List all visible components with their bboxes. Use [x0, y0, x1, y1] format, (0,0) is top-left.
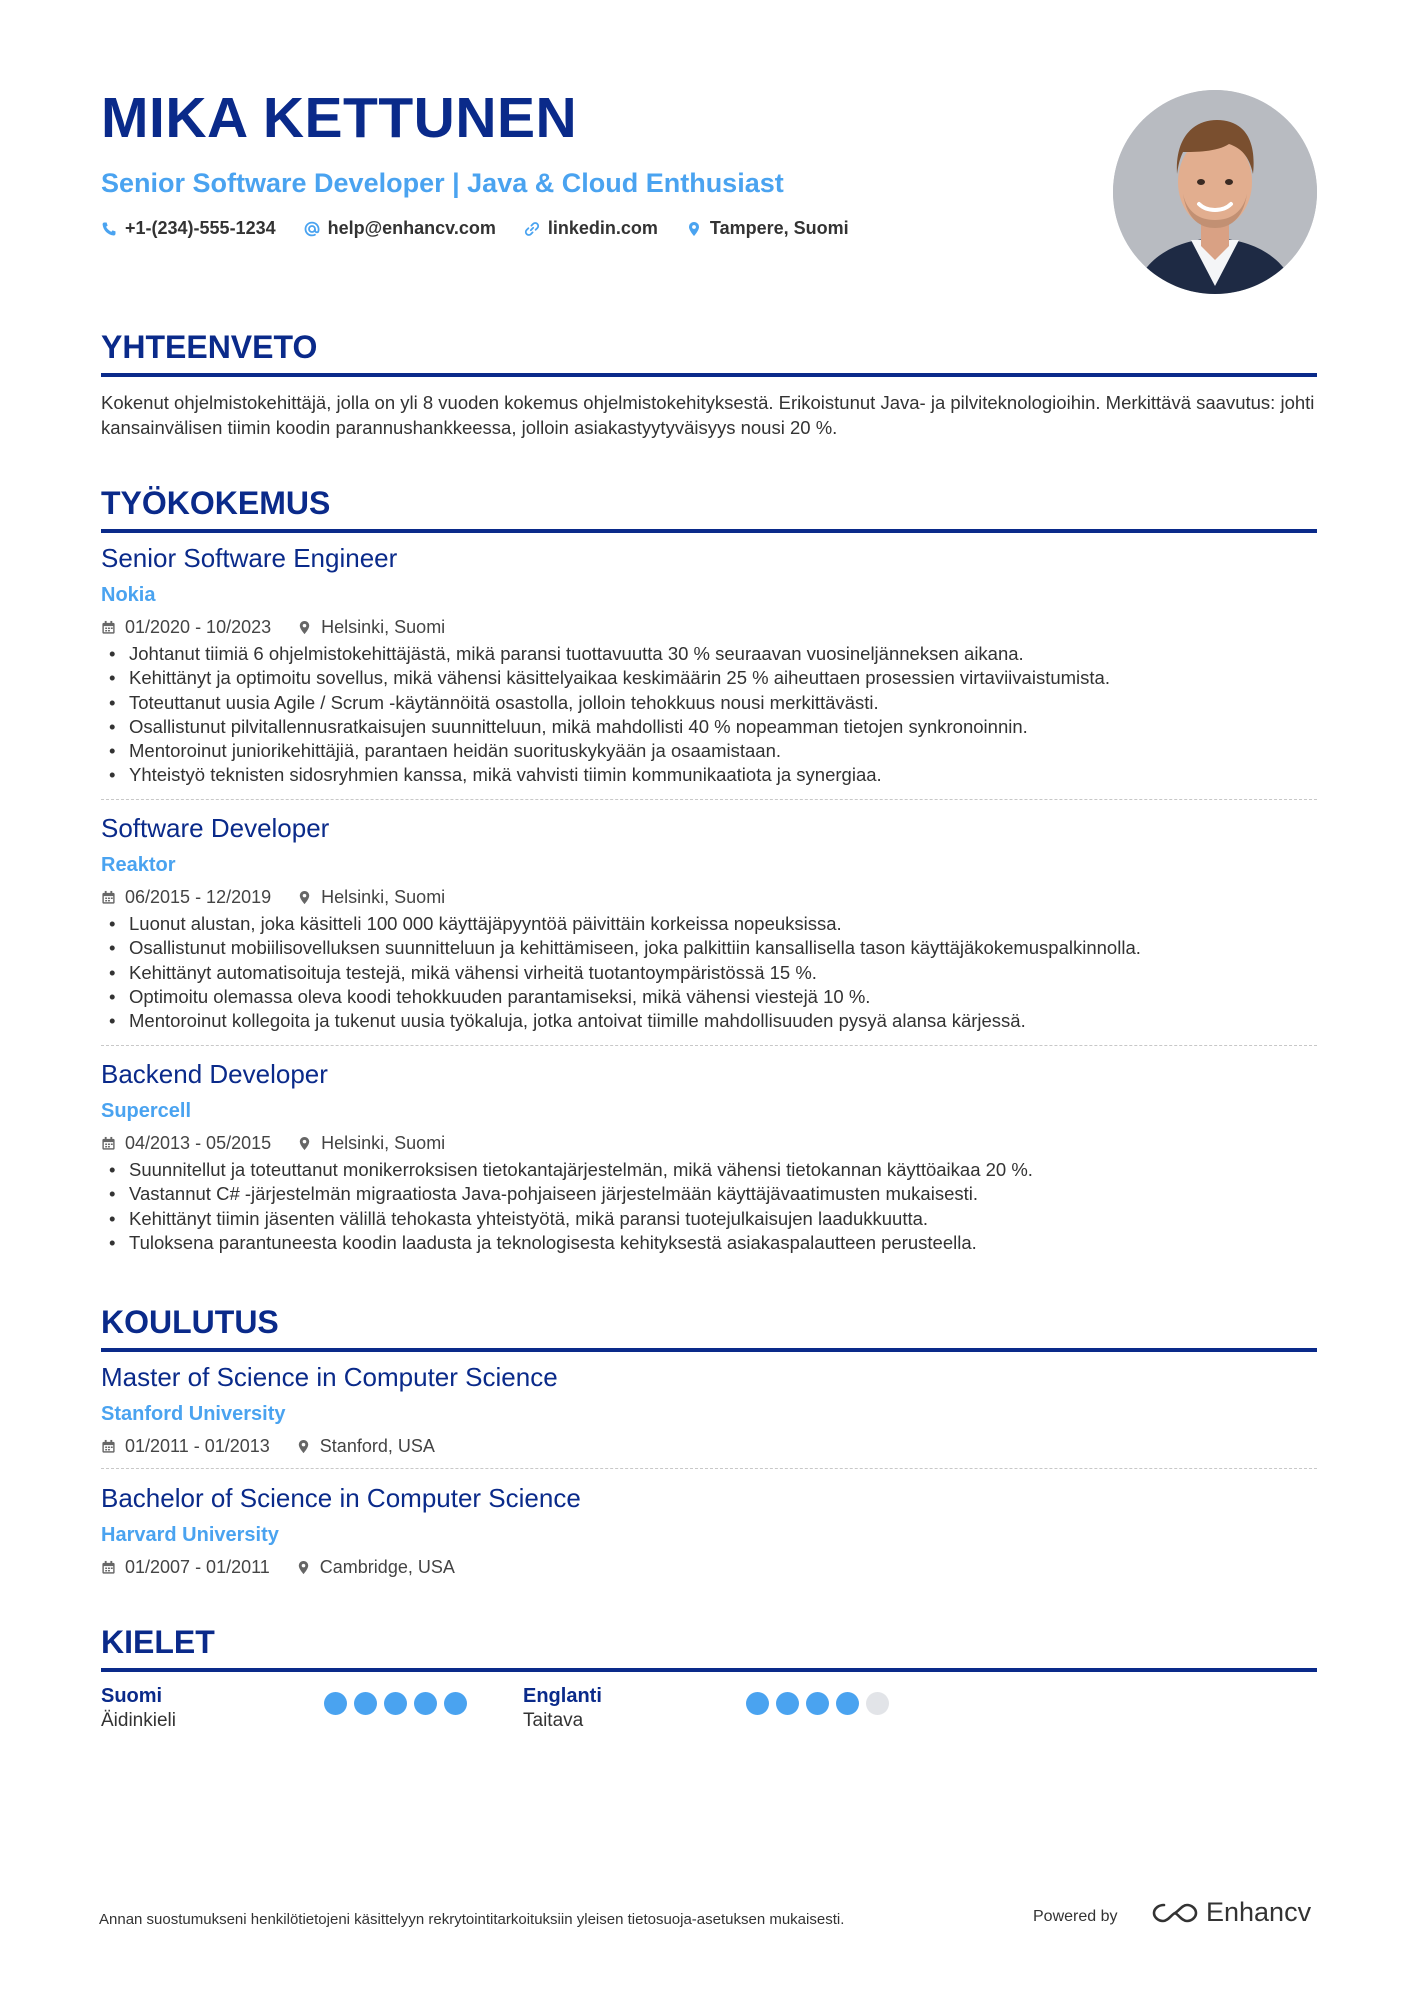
education-location: [296, 1555, 455, 1579]
brand-name: Enhancv: [1206, 1897, 1312, 1927]
education-location-text: Cambridge, USA: [319, 1557, 455, 1577]
job-location: [297, 615, 445, 639]
section-title-education: KOULUTUS: [101, 1302, 1317, 1352]
language-level: Taitava: [523, 1710, 584, 1731]
powered-by-label: Powered by: [1033, 1908, 1118, 1925]
location-pin-icon: [686, 221, 702, 237]
bullet-item: • Mentoroinut kollegoita ja tukenut uusia työkaluja, jotka antoivat tiimille mahdollisuuden pysyä alansa kärjessä.: [101, 1009, 1317, 1033]
section-title-languages: KIELET: [101, 1622, 1317, 1672]
job-meta: [101, 885, 1317, 909]
contact-email[interactable]: [304, 218, 496, 239]
job-dates: [101, 885, 271, 909]
rating-dot-filled: [806, 1692, 829, 1715]
school-name: Harvard University: [101, 1524, 279, 1546]
job-meta: [101, 615, 1317, 639]
job-title: Software Developer: [101, 813, 330, 843]
location-pin-icon: [297, 1136, 312, 1151]
job-title: Backend Developer: [101, 1059, 328, 1089]
language-item: [523, 1683, 943, 1733]
language-rating: [324, 1692, 467, 1715]
bullet-item: • Suunnitellut ja toteuttanut monikerroksisen tietokantajärjestelmän, mikä vähensi tietokannan käyttöaikaa 20 %.: [101, 1158, 1317, 1182]
link-icon: [524, 221, 540, 237]
language-name: Suomi: [101, 1685, 163, 1707]
location-pin-icon: [296, 1439, 311, 1454]
job-dates-text: 06/2015 - 12/2019: [125, 887, 272, 907]
bullet-item: • Kehittänyt automatisoituja testejä, mikä vähensi virheitä tuotantoympäristössä 15 %.: [101, 961, 1317, 985]
job-location: [297, 885, 445, 909]
at-icon: [304, 221, 320, 237]
company-name: Nokia: [101, 584, 156, 606]
job-dates-text: 04/2013 - 05/2015: [125, 1133, 272, 1153]
education-dates-text: 01/2007 - 01/2011: [125, 1557, 270, 1577]
experience-entry: [101, 1058, 1317, 1255]
calendar-icon: [101, 1136, 116, 1151]
rating-dot-filled: [836, 1692, 859, 1715]
bullet-item: • Osallistunut mobiilisovelluksen suunnitteluun ja kehittämiseen, joka palkittiin kansallisella tason käyttäjäkokemuspalkinnolla.: [101, 936, 1317, 960]
education-dates: [101, 1434, 270, 1458]
gdpr-consent: Annan suostumukseni henkilötietojeni käsittelyyn rekrytointitarkoituksiin yleisen tietosuoja-asetuksen mukaisesti.: [99, 1911, 845, 1928]
candidate-name: MIKA KETTUNEN: [101, 86, 578, 150]
entry-divider: [101, 1045, 1317, 1046]
email-text: help@enhancv.com: [327, 218, 496, 238]
job-title: Senior Software Engineer: [101, 543, 398, 573]
summary-text: Kokenut ohjelmistokehittäjä, jolla on yli 8 vuoden kokemus ohjelmistokehityksestä. Erikoistunut Java- ja pilviteknologioihin. Merkittävä saavutus: johti kansainvälisen tiimin koodin parannushankkeessa, jolloin asiakastyytyväisyys nousi 20 %.: [101, 392, 1315, 438]
education-location: [296, 1434, 435, 1458]
language-rating: [746, 1692, 889, 1715]
enhancv-logo[interactable]: [1152, 1897, 1311, 1928]
bullet-item: • Kehittänyt tiimin jäsenten välillä tehokasta yhteistyötä, mikä paransi tuotejulkaisujen laadukkuutta.: [101, 1207, 1317, 1231]
education-entry: [101, 1361, 1317, 1458]
language-name: Englanti: [523, 1685, 602, 1707]
bullet-item: • Kehittänyt ja optimoitu sovellus, mikä vähensi käsittelyaikaa keskimäärin 25 % aiheuttaen prosessien virtaviivaistumista.: [101, 666, 1317, 690]
calendar-icon: [101, 1439, 116, 1454]
job-dates-text: 01/2020 - 10/2023: [125, 617, 272, 637]
job-meta: [101, 1131, 1317, 1155]
bullet-item: • Osallistunut pilvitallennusratkaisujen suunnitteluun, mikä mahdollisti 40 % nopeamman tietojen synkronoinnin.: [101, 715, 1317, 739]
phone-icon: [101, 221, 117, 237]
phone-text: +1-(234)-555-1234: [125, 218, 276, 238]
enhancv-logo-icon: [1152, 1901, 1198, 1925]
linkedin-text: linkedin.com: [547, 218, 658, 238]
rating-dot-filled: [746, 1692, 769, 1715]
section-title-experience: TYÖKOKEMUS: [101, 483, 1317, 533]
job-dates: [101, 1131, 271, 1155]
rating-dot-filled: [414, 1692, 437, 1715]
degree-title: Master of Science in Computer Science: [101, 1362, 558, 1392]
entry-divider: [101, 1468, 1317, 1469]
company-name: Reaktor: [101, 854, 176, 876]
experience-entry: [101, 542, 1317, 788]
job-location-text: Helsinki, Suomi: [321, 887, 446, 907]
degree-title: Bachelor of Science in Computer Science: [101, 1483, 581, 1513]
education-dates: [101, 1555, 270, 1579]
bullet-item: • Tuloksena parantuneesta koodin laadusta ja teknologisesta kehityksestä asiakaspalautteen perusteella.: [101, 1231, 1317, 1255]
location-pin-icon: [296, 1560, 311, 1575]
contact-phone[interactable]: [101, 218, 276, 239]
location-pin-icon: [297, 620, 312, 635]
rating-dot-filled: [776, 1692, 799, 1715]
job-location-text: Helsinki, Suomi: [321, 1133, 446, 1153]
job-bullets: [101, 912, 1317, 1033]
job-dates: [101, 615, 271, 639]
bullet-item: • Vastannut C# -järjestelmän migraatiosta Java-pohjaiseen järjestelmään käyttäjävaatimusten mukaisesti.: [101, 1182, 1317, 1206]
resume-header: [101, 84, 1101, 239]
language-item: [101, 1683, 521, 1733]
entry-divider: [101, 799, 1317, 800]
rating-dot-filled: [384, 1692, 407, 1715]
calendar-icon: [101, 890, 116, 905]
calendar-icon: [101, 1560, 116, 1575]
education-meta: [101, 1555, 1317, 1579]
section-title-summary: YHTEENVETO: [101, 327, 1317, 377]
rating-dot-empty: [866, 1692, 889, 1715]
job-bullets: [101, 642, 1317, 788]
bullet-item: • Luonut alustan, joka käsitteli 100 000 käyttäjäpyyntöä päivittäin korkeissa nopeuksissa.: [101, 912, 1317, 936]
education-entry: [101, 1482, 1317, 1579]
rating-dot-filled: [324, 1692, 347, 1715]
language-level: Äidinkieli: [101, 1710, 176, 1731]
company-name: Supercell: [101, 1100, 192, 1122]
experience-entry: [101, 812, 1317, 1033]
contact-bar: [101, 218, 1101, 239]
rating-dot-filled: [444, 1692, 467, 1715]
candidate-headline: Senior Software Developer | Java & Cloud Enthusiast: [101, 168, 784, 198]
profile-photo: [1113, 90, 1317, 294]
job-location-text: Helsinki, Suomi: [321, 617, 446, 637]
bullet-item: • Optimoitu olemassa oleva koodi tehokkuuden parantamiseksi, mikä vähensi viestejä 10 %.: [101, 985, 1317, 1009]
job-location: [297, 1131, 445, 1155]
rating-dot-filled: [354, 1692, 377, 1715]
location-text: Tampere, Suomi: [709, 218, 849, 238]
bullet-item: • Mentoroinut juniorikehittäjiä, parantaen heidän suorituskykyään ja osaamistaan.: [101, 739, 1317, 763]
school-name: Stanford University: [101, 1403, 286, 1425]
location-pin-icon: [297, 890, 312, 905]
calendar-icon: [101, 620, 116, 635]
avatar-illustration: [1113, 90, 1317, 294]
education-location-text: Stanford, USA: [319, 1436, 435, 1456]
bullet-item: • Yhteistyö teknisten sidosryhmien kanssa, mikä vahvisti tiimin kommunikaatiota ja synergiaa.: [101, 763, 1317, 787]
bullet-item: • Toteuttanut uusia Agile / Scrum -käytännöitä osastolla, jolloin tehokkuus nousi merkittävästi.: [101, 691, 1317, 715]
contact-location: [686, 218, 849, 239]
education-dates-text: 01/2011 - 01/2013: [125, 1436, 270, 1456]
job-bullets: [101, 1158, 1317, 1255]
contact-linkedin[interactable]: [524, 218, 658, 239]
bullet-item: • Johtanut tiimiä 6 ohjelmistokehittäjästä, mikä paransi tuottavuutta 30 % seuraavan vuosineljänneksen aikana.: [101, 642, 1317, 666]
education-meta: [101, 1434, 1317, 1458]
